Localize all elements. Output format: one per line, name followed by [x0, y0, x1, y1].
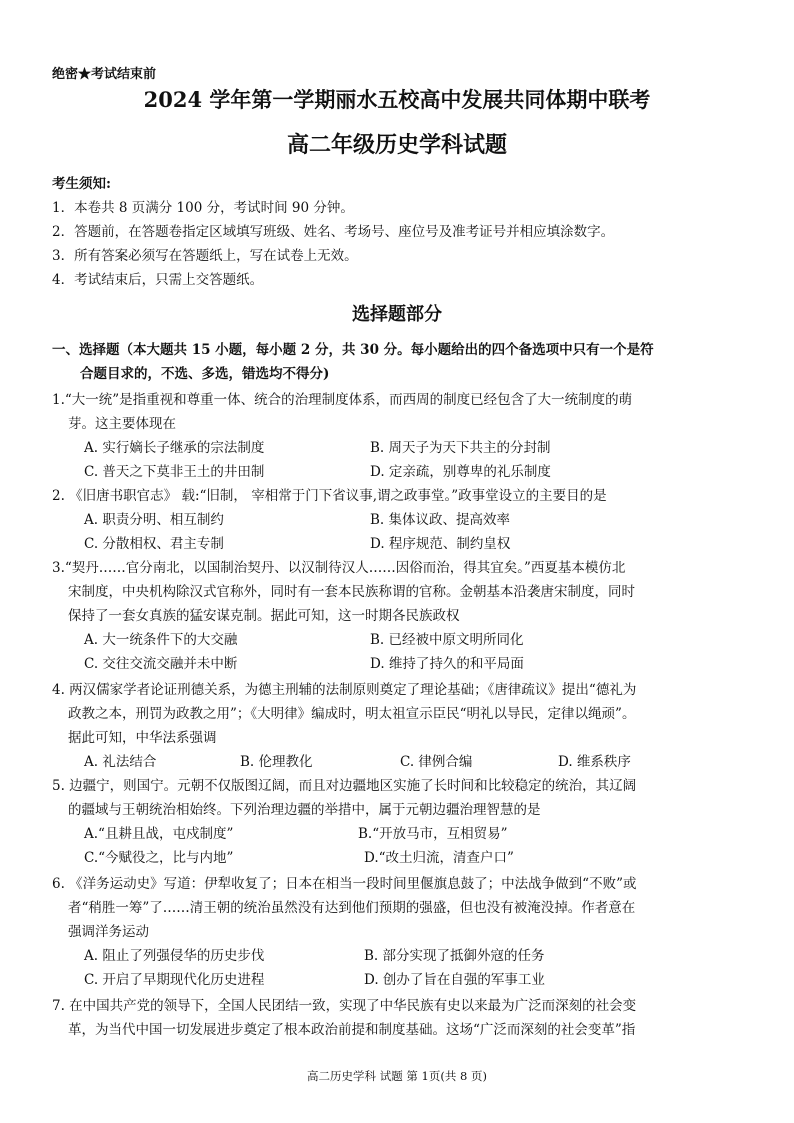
- question-4-option-d: D. 维系秩序: [558, 754, 631, 770]
- confidential-label: 绝密★考试结束前: [52, 67, 157, 82]
- question-2-option-a: A. 职责分明、相互制约: [84, 512, 224, 528]
- question-6-option-b: B. 部分实现了抵御外寇的任务: [364, 948, 545, 964]
- part-heading-line1: 一、选择题（本大题共 15 小题，每小题 2 分，共 30 分。每小题给出的四个备选项中只有一个是符: [52, 342, 654, 358]
- question-6-line-3: 强调洋务运动: [68, 924, 149, 940]
- question-3-option-d: D. 维持了持久的和平局面: [370, 656, 524, 672]
- question-2-option-b: B. 集体议政、提高效率: [370, 512, 511, 528]
- notice-item: 1．本卷共 8 页满分 100 分，考试时间 90 分钟。: [52, 200, 354, 216]
- question-7-line-1: 7. 在中国共产党的领导下，全国人民团结一致，实现了中华民族有史以来最为广泛而深刻的社会变: [52, 998, 637, 1014]
- question-5-line-1: 5. 边疆宁，则国宁。元朝不仅版图辽阔，而且对边疆地区实施了长时间和比较稳定的统治，其辽阔: [52, 778, 637, 794]
- question-4-option-b: B. 伦理教化: [240, 754, 313, 770]
- question-1-option-c: C. 普天之下莫非王土的井田制: [84, 464, 265, 480]
- question-2-option-c: C. 分散相权、君主专制: [84, 536, 224, 552]
- question-4-option-a: A. 礼法结合: [84, 754, 157, 770]
- question-7-line-2: 革，为当代中国一切发展进步奠定了根本政治前提和制度基础。这场“广泛而深刻的社会变革”指: [68, 1022, 636, 1038]
- question-4-line-2: 政教之本，刑罚为政教之用”；《大明律》编成时，明太祖宣示臣民“明礼以导民，定律以绳顽”。: [68, 706, 636, 722]
- question-5-option-c: C.“今赋役之，比与内地”: [84, 850, 234, 866]
- question-4-line-3: 据此可知，中华法系强调: [68, 730, 217, 746]
- question-3-option-a: A. 大一统条件下的大交融: [84, 632, 238, 648]
- question-5-option-b: B.“开放马市，互相贸易”: [358, 826, 508, 842]
- page-footer: 高二历史学科 试题 第 1页(共 8 页): [307, 1069, 487, 1083]
- question-1-option-b: B. 周天子为天下共主的分封制: [370, 440, 551, 456]
- question-6-option-a: A. 阻止了列强侵华的历史步伐: [84, 948, 265, 964]
- question-6-line-2: 者“稍胜一筹”了……清王朝的统治虽然没有达到他们预期的强盛，但也没有被淹没掉。作者意在: [68, 900, 636, 916]
- notice-item: 3．所有答案必须写在答题纸上，写在试卷上无效。: [52, 248, 358, 264]
- question-2-option-d: D. 程序规范、制约皇权: [370, 536, 511, 552]
- question-6-option-d: D. 创办了旨在自强的军事工业: [364, 972, 545, 988]
- question-5-line-2: 的疆域与王朝统治相始终。下列治理边疆的举措中，属于元朝边疆治理智慧的是: [68, 802, 541, 818]
- part-heading-line2: 合题目求的，不选、多选，错选均不得分): [80, 366, 330, 382]
- question-1-line-2: 芽。这主要体现在: [68, 416, 176, 432]
- question-1-option-d: D. 定亲疏，别尊卑的礼乐制度: [370, 464, 551, 480]
- question-3-option-c: C. 交往交流交融并未中断: [84, 656, 238, 672]
- question-2-line-1: 2. 《旧唐书职官志》 载:“旧制， 宰相常于门下省议事,谓之政事堂。”政事堂设立的主要目的是: [52, 488, 607, 504]
- notice-item: 2．答题前，在答题卷指定区域填写班级、姓名、考场号、座位号及准考证号并相应填涂数字。: [52, 224, 615, 240]
- question-5-option-d: D.“改土归流，清查户口”: [364, 850, 514, 866]
- exam-title: 2024 学年第一学期丽水五校高中发展共同体期中联考: [143, 87, 651, 112]
- question-3-line-2: 宋制度，中央机构除汉式官称外，同时有一套本民族称谓的官称。金朝基本沿袭唐宋制度，同时: [68, 584, 635, 600]
- exam-subtitle: 高二年级历史学科试题: [286, 132, 507, 158]
- notice-item: 4．考试结束后，只需上交答题纸。: [52, 272, 264, 288]
- question-3-line-1: 3.“契丹……官分南北，以国制治契丹、以汉制待汉人……因俗而治，得其宜矣。”西夏基本模仿北: [52, 560, 626, 576]
- question-1-option-a: A. 实行嫡长子继承的宗法制度: [84, 440, 265, 456]
- question-4-line-1: 4. 两汉儒家学者论证刑德关系，为德主刑辅的法制原则奠定了理论基础；《唐律疏议》提出“德礼为: [52, 682, 637, 698]
- question-3-option-b: B. 已经被中原文明所同化: [370, 632, 524, 648]
- question-6-line-1: 6. 《洋务运动史》写道：伊犁收复了；日本在相当一段时间里偃旗息鼓了；中法战争做到“不败”或: [52, 876, 637, 892]
- question-6-option-c: C. 开启了早期现代化历史进程: [84, 972, 265, 988]
- question-1-line-1: 1.“大一统”是指重视和尊重一体、统合的治理制度体系，而西周的制度已经包含了大一统制度的萌: [52, 392, 633, 408]
- question-5-option-a: A.“且耕且战，屯戍制度”: [84, 826, 234, 842]
- section-title: 选择题部分: [352, 304, 442, 325]
- notice-heading: 考生须知:: [52, 176, 111, 192]
- question-4-option-c: C. 律例合编: [400, 754, 473, 770]
- question-3-line-3: 保持了一套女真族的猛安谋克制。据此可知，这一时期各民族政权: [68, 608, 460, 624]
